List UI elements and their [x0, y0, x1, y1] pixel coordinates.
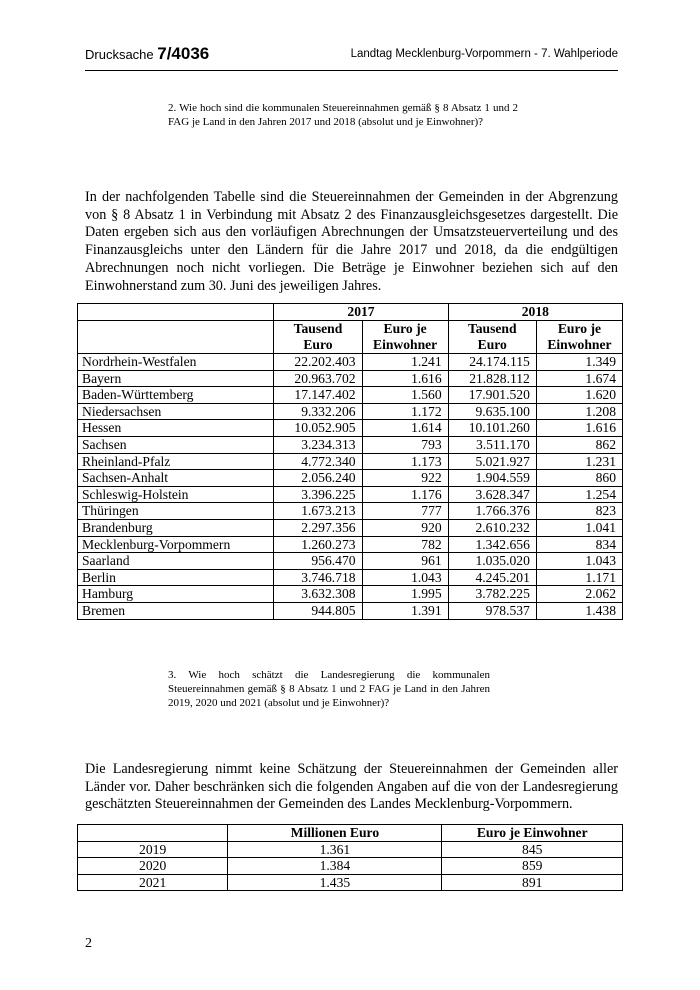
je-2017-cell: 1.176	[362, 486, 448, 503]
je-2018-cell: 1.171	[536, 569, 622, 586]
tausend-2018-cell: 4.245.201	[448, 569, 536, 586]
millionen-cell: 1.435	[228, 874, 442, 891]
mv-forecast-table	[77, 824, 623, 891]
tausend-2017-cell: 22.202.403	[274, 354, 362, 371]
table-row	[78, 858, 623, 875]
land-cell: Baden-Württemberg	[78, 387, 274, 404]
tausend-2017-cell: 3.234.313	[274, 436, 362, 453]
document-number	[85, 44, 209, 64]
table-row	[78, 553, 623, 570]
millionen-euro-header: Millionen Euro	[228, 825, 442, 842]
tausend-2017-cell: 17.147.402	[274, 387, 362, 404]
je-2018-cell: 1.620	[536, 387, 622, 404]
je-2017-cell: 782	[362, 536, 448, 553]
je-2017-cell: 1.391	[362, 602, 448, 619]
je-2018-cell: 823	[536, 503, 622, 520]
je-2018-cell: 1.208	[536, 403, 622, 420]
land-cell: Thüringen	[78, 503, 274, 520]
table-row	[78, 602, 623, 619]
year-2017-header: 2017	[274, 304, 448, 321]
question-3-number: 3.	[168, 669, 177, 681]
je-2017-cell: 793	[362, 436, 448, 453]
header-rule	[85, 70, 618, 71]
je-2017-cell: 1.614	[362, 420, 448, 437]
page-number: 2	[85, 936, 92, 951]
euro-je-einwohner-header-2018: Euro je Einwohner	[536, 321, 622, 354]
je-2018-cell: 2.062	[536, 586, 622, 603]
tausend-2017-cell: 3.746.718	[274, 569, 362, 586]
land-cell: Hessen	[78, 420, 274, 437]
column-header-row	[78, 321, 623, 354]
land-cell: Bayern	[78, 370, 274, 387]
table-row	[78, 370, 623, 387]
tausend-2018-cell: 3.628.347	[448, 486, 536, 503]
empty-header-cell	[78, 825, 228, 842]
table-row	[78, 586, 623, 603]
je-2017-cell: 1.043	[362, 569, 448, 586]
je-2018-cell: 1.438	[536, 602, 622, 619]
je-einwohner-cell: 845	[442, 841, 623, 858]
land-cell: Saarland	[78, 553, 274, 570]
tausend-2017-cell: 3.396.225	[274, 486, 362, 503]
tausend-2018-cell: 978.537	[448, 602, 536, 619]
table-row	[78, 403, 623, 420]
tausend-2017-cell: 2.056.240	[274, 470, 362, 487]
tausend-2018-cell: 3.511.170	[448, 436, 536, 453]
je-2017-cell: 1.241	[362, 354, 448, 371]
table-row	[78, 519, 623, 536]
tausend-2018-cell: 17.901.520	[448, 387, 536, 404]
table-row	[78, 453, 623, 470]
je-2017-cell: 1.616	[362, 370, 448, 387]
land-cell: Bremen	[78, 602, 274, 619]
forecast-header-row	[78, 825, 623, 842]
land-cell: Berlin	[78, 569, 274, 586]
land-cell: Hamburg	[78, 586, 274, 603]
je-2017-cell: 777	[362, 503, 448, 520]
je-2018-cell: 834	[536, 536, 622, 553]
answer-3-paragraph: Die Landesregierung nimmt keine Schätzung der Steuereinnahmen der Gemeinden aller Länder vor. Daher beschränken sich die folgenden Angaben auf die von der Landesregierung geschätzten Steuereinnahmen der Gemeinden des Landes Mecklenburg-Vorpommern.	[85, 761, 618, 813]
table-row	[78, 470, 623, 487]
year-cell: 2019	[78, 841, 228, 858]
millionen-cell: 1.361	[228, 841, 442, 858]
tausend-2018-cell: 21.828.112	[448, 370, 536, 387]
tax-revenue-table-2017-2018	[77, 303, 623, 620]
tausend-2017-cell: 10.052.905	[274, 420, 362, 437]
tausend-2018-cell: 24.174.115	[448, 354, 536, 371]
tausend-2017-cell: 1.260.273	[274, 536, 362, 553]
tausend-2018-cell: 1.766.376	[448, 503, 536, 520]
answer-2-paragraph: In der nachfolgenden Tabelle sind die Steuereinnahmen der Gemeinden in der Abgrenzung von § 8 Absatz 1 in Verbindung mit Absatz 2 des Finanzausgleichsgesetzes dargestellt. Die Daten ergeben sich aus den vorläufigen Abrechnungen der Umsatzsteuerverteilung und des Finanzausgleichs unter den Ländern für die Jahre 2017 und 2018, da die endgültigen Abrechnungen noch nicht vorliegen. Die Beträge je Einwohner beziehen sich auf den Einwohnerstand zum 30. Juni des jeweiligen Jahres.	[85, 189, 618, 294]
tausend-2017-cell: 20.963.702	[274, 370, 362, 387]
je-2017-cell: 1.172	[362, 403, 448, 420]
table-row	[78, 420, 623, 437]
je-2018-cell: 1.041	[536, 519, 622, 536]
question-2-text: Wie hoch sind die kommunalen Steuereinnahmen gemäß § 8 Absatz 1 und 2 FAG je Land in den Jahren 2017 und 2018 (absolut und je Einwohner)?	[168, 102, 518, 128]
tausend-euro-header-2018: Tausend Euro	[448, 321, 536, 354]
je-einwohner-cell: 859	[442, 858, 623, 875]
tausend-2018-cell: 1.035.020	[448, 553, 536, 570]
land-cell: Sachsen-Anhalt	[78, 470, 274, 487]
tausend-2018-cell: 2.610.232	[448, 519, 536, 536]
question-3-text: Wie hoch schätzt die Landesregierung die kommunalen Steuereinnahmen gemäß § 8 Absatz 1 und 2 FAG je Land in den Jahren 2019, 2020 und 2021 (absolut und je Einwohner)?	[168, 669, 490, 709]
je-2017-cell: 922	[362, 470, 448, 487]
land-cell: Schleswig-Holstein	[78, 486, 274, 503]
je-2018-cell: 860	[536, 470, 622, 487]
question-3	[168, 668, 490, 710]
je-2017-cell: 920	[362, 519, 448, 536]
land-cell: Sachsen	[78, 436, 274, 453]
doc-label: Drucksache	[85, 47, 158, 62]
je-2017-cell: 961	[362, 553, 448, 570]
je-2017-cell: 1.560	[362, 387, 448, 404]
tausend-2018-cell: 10.101.260	[448, 420, 536, 437]
tausend-2017-cell: 9.332.206	[274, 403, 362, 420]
table-row	[78, 354, 623, 371]
question-2	[168, 101, 518, 129]
tausend-2017-cell: 1.673.213	[274, 503, 362, 520]
je-einwohner-cell: 891	[442, 874, 623, 891]
tausend-2017-cell: 2.297.356	[274, 519, 362, 536]
je-2018-cell: 862	[536, 436, 622, 453]
euro-je-einwohner-header: Euro je Einwohner	[442, 825, 623, 842]
land-cell: Nordrhein-Westfalen	[78, 354, 274, 371]
je-2018-cell: 1.349	[536, 354, 622, 371]
year-2018-header: 2018	[448, 304, 622, 321]
table-row	[78, 503, 623, 520]
empty-header-cell	[78, 304, 274, 321]
je-2017-cell: 1.995	[362, 586, 448, 603]
tausend-2018-cell: 9.635.100	[448, 403, 536, 420]
institution-label: Landtag Mecklenburg-Vorpommern - 7. Wahlperiode	[350, 48, 618, 60]
table-row	[78, 486, 623, 503]
je-2018-cell: 1.674	[536, 370, 622, 387]
tausend-2017-cell: 944.805	[274, 602, 362, 619]
tausend-2018-cell: 3.782.225	[448, 586, 536, 603]
tausend-2017-cell: 4.772.340	[274, 453, 362, 470]
question-2-number: 2.	[168, 102, 177, 114]
tausend-2018-cell: 1.904.559	[448, 470, 536, 487]
year-header-row	[78, 304, 623, 321]
doc-number: 7/4036	[157, 44, 210, 63]
land-cell: Brandenburg	[78, 519, 274, 536]
table-row	[78, 387, 623, 404]
millionen-cell: 1.384	[228, 858, 442, 875]
tausend-2017-cell: 3.632.308	[274, 586, 362, 603]
table-row	[78, 874, 623, 891]
year-cell: 2021	[78, 874, 228, 891]
empty-subheader-cell	[78, 321, 274, 354]
table-row	[78, 536, 623, 553]
land-cell: Rheinland-Pfalz	[78, 453, 274, 470]
tausend-2017-cell: 956.470	[274, 553, 362, 570]
tausend-2018-cell: 5.021.927	[448, 453, 536, 470]
year-cell: 2020	[78, 858, 228, 875]
tausend-2018-cell: 1.342.656	[448, 536, 536, 553]
table-row	[78, 569, 623, 586]
je-2018-cell: 1.043	[536, 553, 622, 570]
table-row	[78, 841, 623, 858]
je-2018-cell: 1.231	[536, 453, 622, 470]
je-2018-cell: 1.616	[536, 420, 622, 437]
je-2017-cell: 1.173	[362, 453, 448, 470]
table-row	[78, 436, 623, 453]
land-cell: Mecklenburg-Vorpommern	[78, 536, 274, 553]
euro-je-einwohner-header-2017: Euro je Einwohner	[362, 321, 448, 354]
land-cell: Niedersachsen	[78, 403, 274, 420]
je-2018-cell: 1.254	[536, 486, 622, 503]
tausend-euro-header-2017: Tausend Euro	[274, 321, 362, 354]
